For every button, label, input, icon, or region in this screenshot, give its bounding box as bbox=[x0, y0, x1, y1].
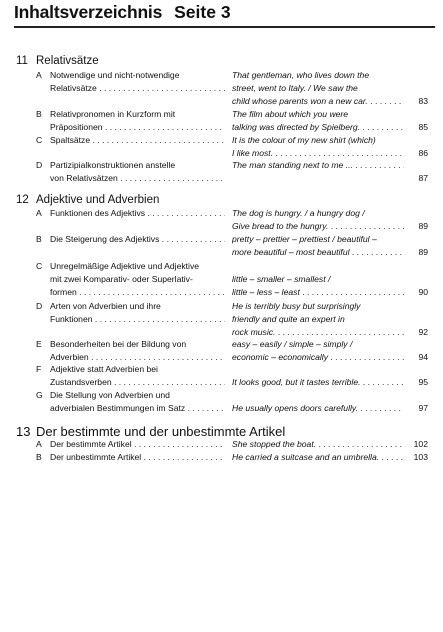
entry-example-line: child whose parents won a new car. . . . bbox=[232, 96, 404, 106]
entry-letter: C bbox=[36, 261, 43, 271]
entry-topic-line: Funktionen . . . bbox=[50, 314, 225, 324]
entry-topic-line: Spaltsätze . . . bbox=[50, 135, 225, 145]
entry-example-line: friendly and quite an expert in bbox=[232, 313, 345, 324]
entry-example-line: little – less – least . . . bbox=[232, 287, 404, 297]
chapter-heading bbox=[16, 55, 99, 67]
entry-topic-line: formen . . . bbox=[50, 287, 225, 297]
page-title: Inhaltsverzeichnis bbox=[14, 2, 163, 22]
entry-example-line: easy – easily / simple – simply / bbox=[232, 339, 353, 349]
entry-example-line: talking was directed by Spielberg. . . . bbox=[232, 122, 404, 132]
entry-example-line: He usually opens doors carefully. . . . bbox=[232, 403, 404, 413]
entry-topic-line: Unregelmäßige Adjektive und Adjektive bbox=[50, 261, 200, 271]
chapter-number: 12 bbox=[16, 194, 29, 206]
entry-page-number: 97 bbox=[418, 402, 428, 413]
chapter-title: Relativsätze bbox=[36, 55, 99, 67]
entry-example-line: She stopped the boat. . . . bbox=[232, 439, 404, 449]
entry-topic-line: Präpositionen . . . bbox=[50, 122, 225, 132]
entry-letter: F bbox=[36, 364, 42, 374]
entry-topic-line: Relativsätze . . . bbox=[50, 83, 225, 93]
entry-example-line: That gentleman, who lives down the bbox=[232, 70, 370, 80]
entry-topic-line: von Relativsätzen . . . bbox=[50, 173, 225, 183]
entry-letter: B bbox=[36, 109, 42, 119]
entry-example-line: pretty – prettier – prettiest / beautiful – bbox=[232, 234, 377, 244]
entry-letter: B bbox=[36, 452, 42, 462]
entry-example-line: The film about which you were bbox=[232, 109, 349, 119]
entry-topic-line: Arten von Adverbien und ihre bbox=[50, 301, 161, 311]
entry-letter: E bbox=[36, 339, 42, 349]
entry-topic-line: Adjektive statt Adverbien bei bbox=[50, 364, 158, 374]
page-header bbox=[14, 2, 435, 23]
page-number: Seite 3 bbox=[174, 2, 231, 22]
entry-letter: A bbox=[36, 208, 42, 218]
entry-page-number: 89 bbox=[418, 220, 428, 231]
entry-page-number: 87 bbox=[418, 172, 428, 183]
entry-topic-line: adverbialen Bestimmungen im Satz . . . bbox=[50, 403, 225, 413]
entry-page-number: 94 bbox=[418, 351, 428, 362]
entry-page-number: 102 bbox=[413, 439, 428, 449]
entry-topic-line: Funktionen des Adjektivs . . . bbox=[50, 208, 225, 218]
entry-letter: A bbox=[36, 439, 42, 449]
entry-letter: D bbox=[36, 301, 43, 311]
entry-example-line: The dog is hungry. / a hungry dog / bbox=[232, 208, 365, 218]
entry-example-line: The man standing next to me ... . . . bbox=[232, 160, 404, 170]
chapter-heading bbox=[16, 194, 159, 206]
entry-topic-line: Der unbestimmte Artikel . . . bbox=[50, 452, 225, 462]
entry-letter: B bbox=[36, 234, 42, 244]
entry-example-line: street, went to Italy. / We saw the bbox=[232, 82, 358, 93]
entry-letter: D bbox=[36, 160, 43, 170]
entry-page-number: 92 bbox=[418, 326, 428, 337]
chapter-title: Der bestimmte und der unbestimmte Artikel bbox=[36, 424, 286, 439]
entry-page-number: 83 bbox=[418, 95, 428, 106]
entry-letter: G bbox=[36, 390, 43, 400]
entry-example-line: It is the colour of my new shirt (which) bbox=[232, 135, 376, 145]
entry-page-number: 90 bbox=[418, 286, 428, 297]
entry-example-line: rock music. . . . bbox=[232, 327, 404, 337]
entry-page-number: 86 bbox=[418, 147, 428, 158]
entry-topic-line: Zustandsverben . . . bbox=[50, 377, 225, 387]
entry-topic-line: Die Stellung von Adverbien und bbox=[50, 390, 170, 400]
entry-example-line: Give bread to the hungry. . . . bbox=[232, 221, 404, 231]
entry-page-number: 103 bbox=[413, 452, 428, 462]
entry-topic-line: Der bestimmte Artikel . . . bbox=[50, 439, 225, 449]
entry-topic-line: Adverbien . . . bbox=[50, 352, 225, 362]
entry-letter: C bbox=[36, 135, 43, 145]
entry-page-number: 85 bbox=[418, 121, 428, 132]
entry-topic-line: Die Steigerung des Adjektivs . . . bbox=[50, 234, 225, 244]
entry-page-number: 95 bbox=[418, 376, 428, 387]
entry-page-number: 89 bbox=[418, 246, 428, 257]
entry-example-line: more beautiful – most beautiful . . . bbox=[232, 247, 404, 257]
entry-example-line: He carried a suitcase and an umbrella. . . . bbox=[232, 452, 404, 462]
entry-topic-line: Besonderheiten bei der Bildung von bbox=[50, 339, 187, 349]
entry-topic-line: Relativpronomen in Kurzform mit bbox=[50, 109, 176, 119]
entry-letter: A bbox=[36, 70, 42, 80]
chapter-number: 13 bbox=[16, 424, 31, 439]
entry-topic-line: Notwendige und nicht-notwendige bbox=[50, 70, 180, 80]
chapter-heading bbox=[16, 424, 285, 439]
entry-example-line: It looks good, but it tastes terrible. . . . bbox=[232, 377, 404, 387]
chapter-number: 11 bbox=[16, 55, 28, 67]
entry-example-line: little – smaller – smallest / bbox=[232, 273, 331, 284]
entry-topic-line: mit zwei Komparativ- oder Superlativ- bbox=[50, 273, 193, 284]
header-divider bbox=[14, 26, 435, 28]
entry-example-line: He is terribly busy but surprisingly bbox=[232, 301, 361, 311]
entry-example-line: economic – economically . . . bbox=[232, 352, 404, 362]
entry-topic-line: Partizipialkonstruktionen anstelle bbox=[50, 160, 176, 170]
entry-example-line: I like most. . . . bbox=[232, 148, 404, 158]
chapter-title: Adjektive und Adverbien bbox=[36, 194, 160, 206]
